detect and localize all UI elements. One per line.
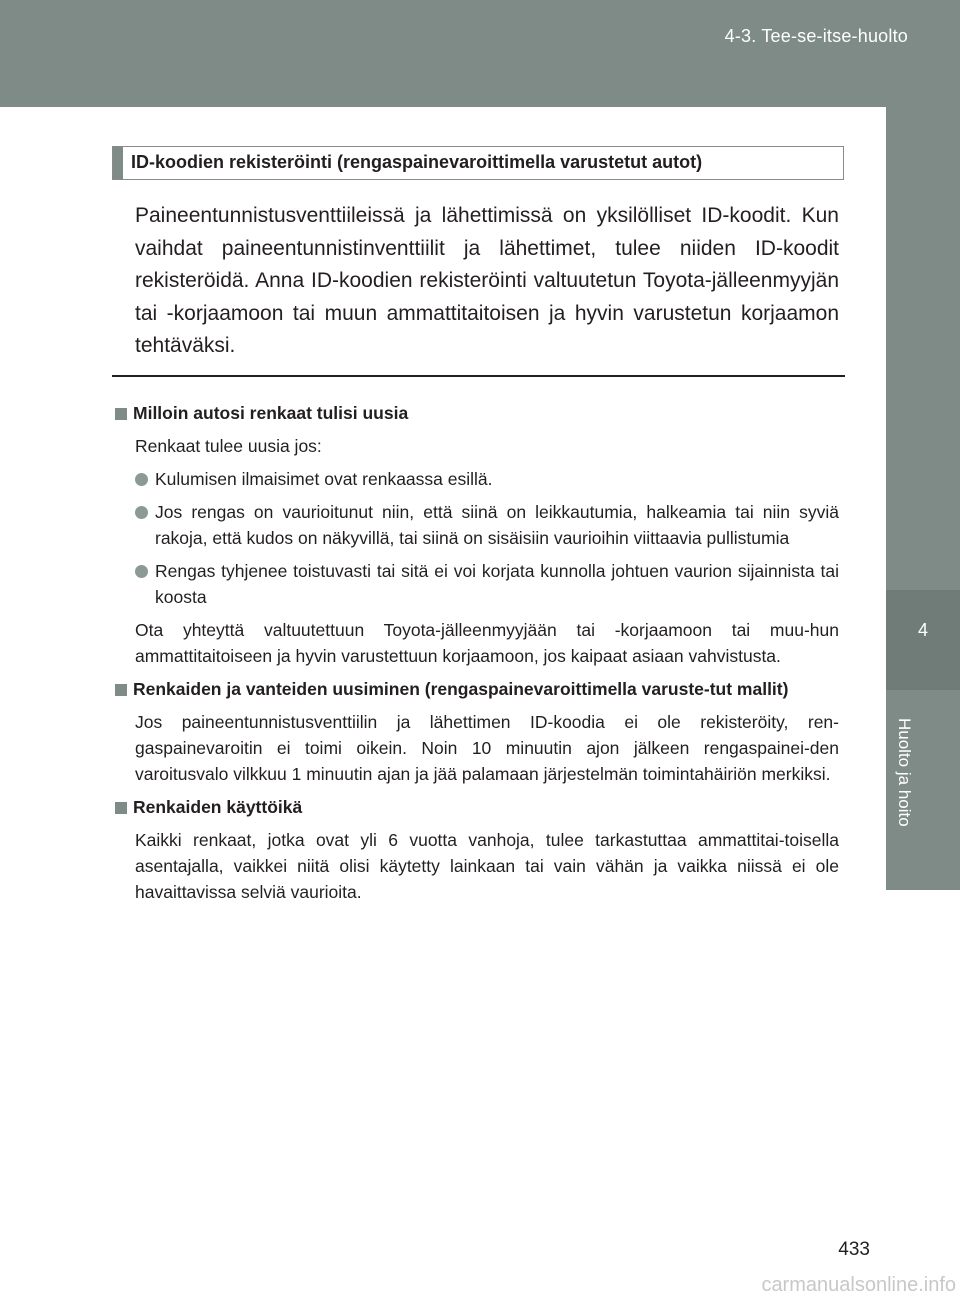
section-label: 4-3. Tee-se-itse-huolto: [724, 26, 908, 46]
heading-box: [112, 146, 844, 180]
page-number: 433: [838, 1239, 870, 1260]
intro-paragraph: Paineentunnistusventtiileissä ja lähettimissä on yksilölliset ID-koodit. Kun vaihdat paineentunnistinventtiilit ja lähettimet, tulee niiden ID-koodit rekisteröidä. Anna ID-koodien rekisteröinti valtuutetun Toyota-jälleenmyyjän tai -korjaamoon tai muun ammattitaitoisen ja hyvin varustetun korjaamon tehtäväksi.: [135, 204, 839, 358]
circle-bullet-icon: [135, 558, 155, 610]
heading-title: ID-koodien rekisteröinti (rengaspainevaroittimella varustetut autot): [131, 152, 703, 172]
square-bullet-icon: [115, 676, 133, 702]
list-item: Jos rengas on vaurioitunut niin, että siinä on leikkautumia, halkeamia tai niin syviä rakoja, että kudos on näkyvillä, tai siinä on sisäisiin vaurioihin viittaavia pullistumia: [135, 499, 839, 551]
heading-accent-bar: [113, 147, 123, 179]
section-lead: Kaikki renkaat, jotka ovat yli 6 vuotta vanhoja, tulee tarkastuttaa ammattitai-toisella asentajalla, vaikkei niitä olisi käytetty lainkaan tai vain vähän ja vaikka niissä ei ole havaittavissa selviä vaurioita.: [135, 830, 839, 902]
section-title: Renkaiden käyttöikä: [115, 794, 839, 820]
section-closing: Ota yhteyttä valtuutettuun Toyota-jälleenmyyjään tai -korjaamoon tai muu-hun ammattitaitoiseen ja hyvin varustettuun korjaamoon, jos kaipaat asiaan vahvistusta.: [135, 620, 839, 666]
square-bullet-icon: [115, 400, 133, 426]
circle-bullet-icon: [135, 466, 155, 492]
chapter-title: Huolto ja hoito: [895, 718, 914, 827]
list-item: Kulumisen ilmaisimet ovat renkaassa esillä.: [135, 466, 839, 492]
section-lead: Jos paineentunnistusventtiilin ja lähettimen ID-koodia ei ole rekisteröity, ren-gaspainevaroitin ei toimi oikein. Noin 10 minuutin ajon jälkeen rengaspainei-den varoitusvalo vilkkuu 1 minuutin ajan ja jää palamaan järjestelmän toimintahäiriön merkiksi.: [135, 712, 839, 784]
section-title: Renkaiden ja vanteiden uusiminen (rengaspainevaroittimella varuste-tut mallit): [115, 676, 839, 702]
side-tab-top: [886, 107, 960, 590]
circle-bullet-icon: [135, 499, 155, 551]
section-title: Milloin autosi renkaat tulisi uusia: [115, 400, 839, 426]
list-item: Rengas tyhjenee toistuvasti tai sitä ei voi korjata kunnolla johtuen vaurion sijainnista tai koosta: [135, 558, 839, 610]
notes-content: [115, 400, 839, 912]
watermark: carmanualsonline.info: [761, 1274, 956, 1296]
divider: [112, 375, 845, 377]
header-bar: [0, 0, 960, 107]
chapter-number: 4: [886, 590, 960, 690]
section-lead: Renkaat tulee uusia jos:: [135, 436, 322, 456]
square-bullet-icon: [115, 794, 133, 820]
